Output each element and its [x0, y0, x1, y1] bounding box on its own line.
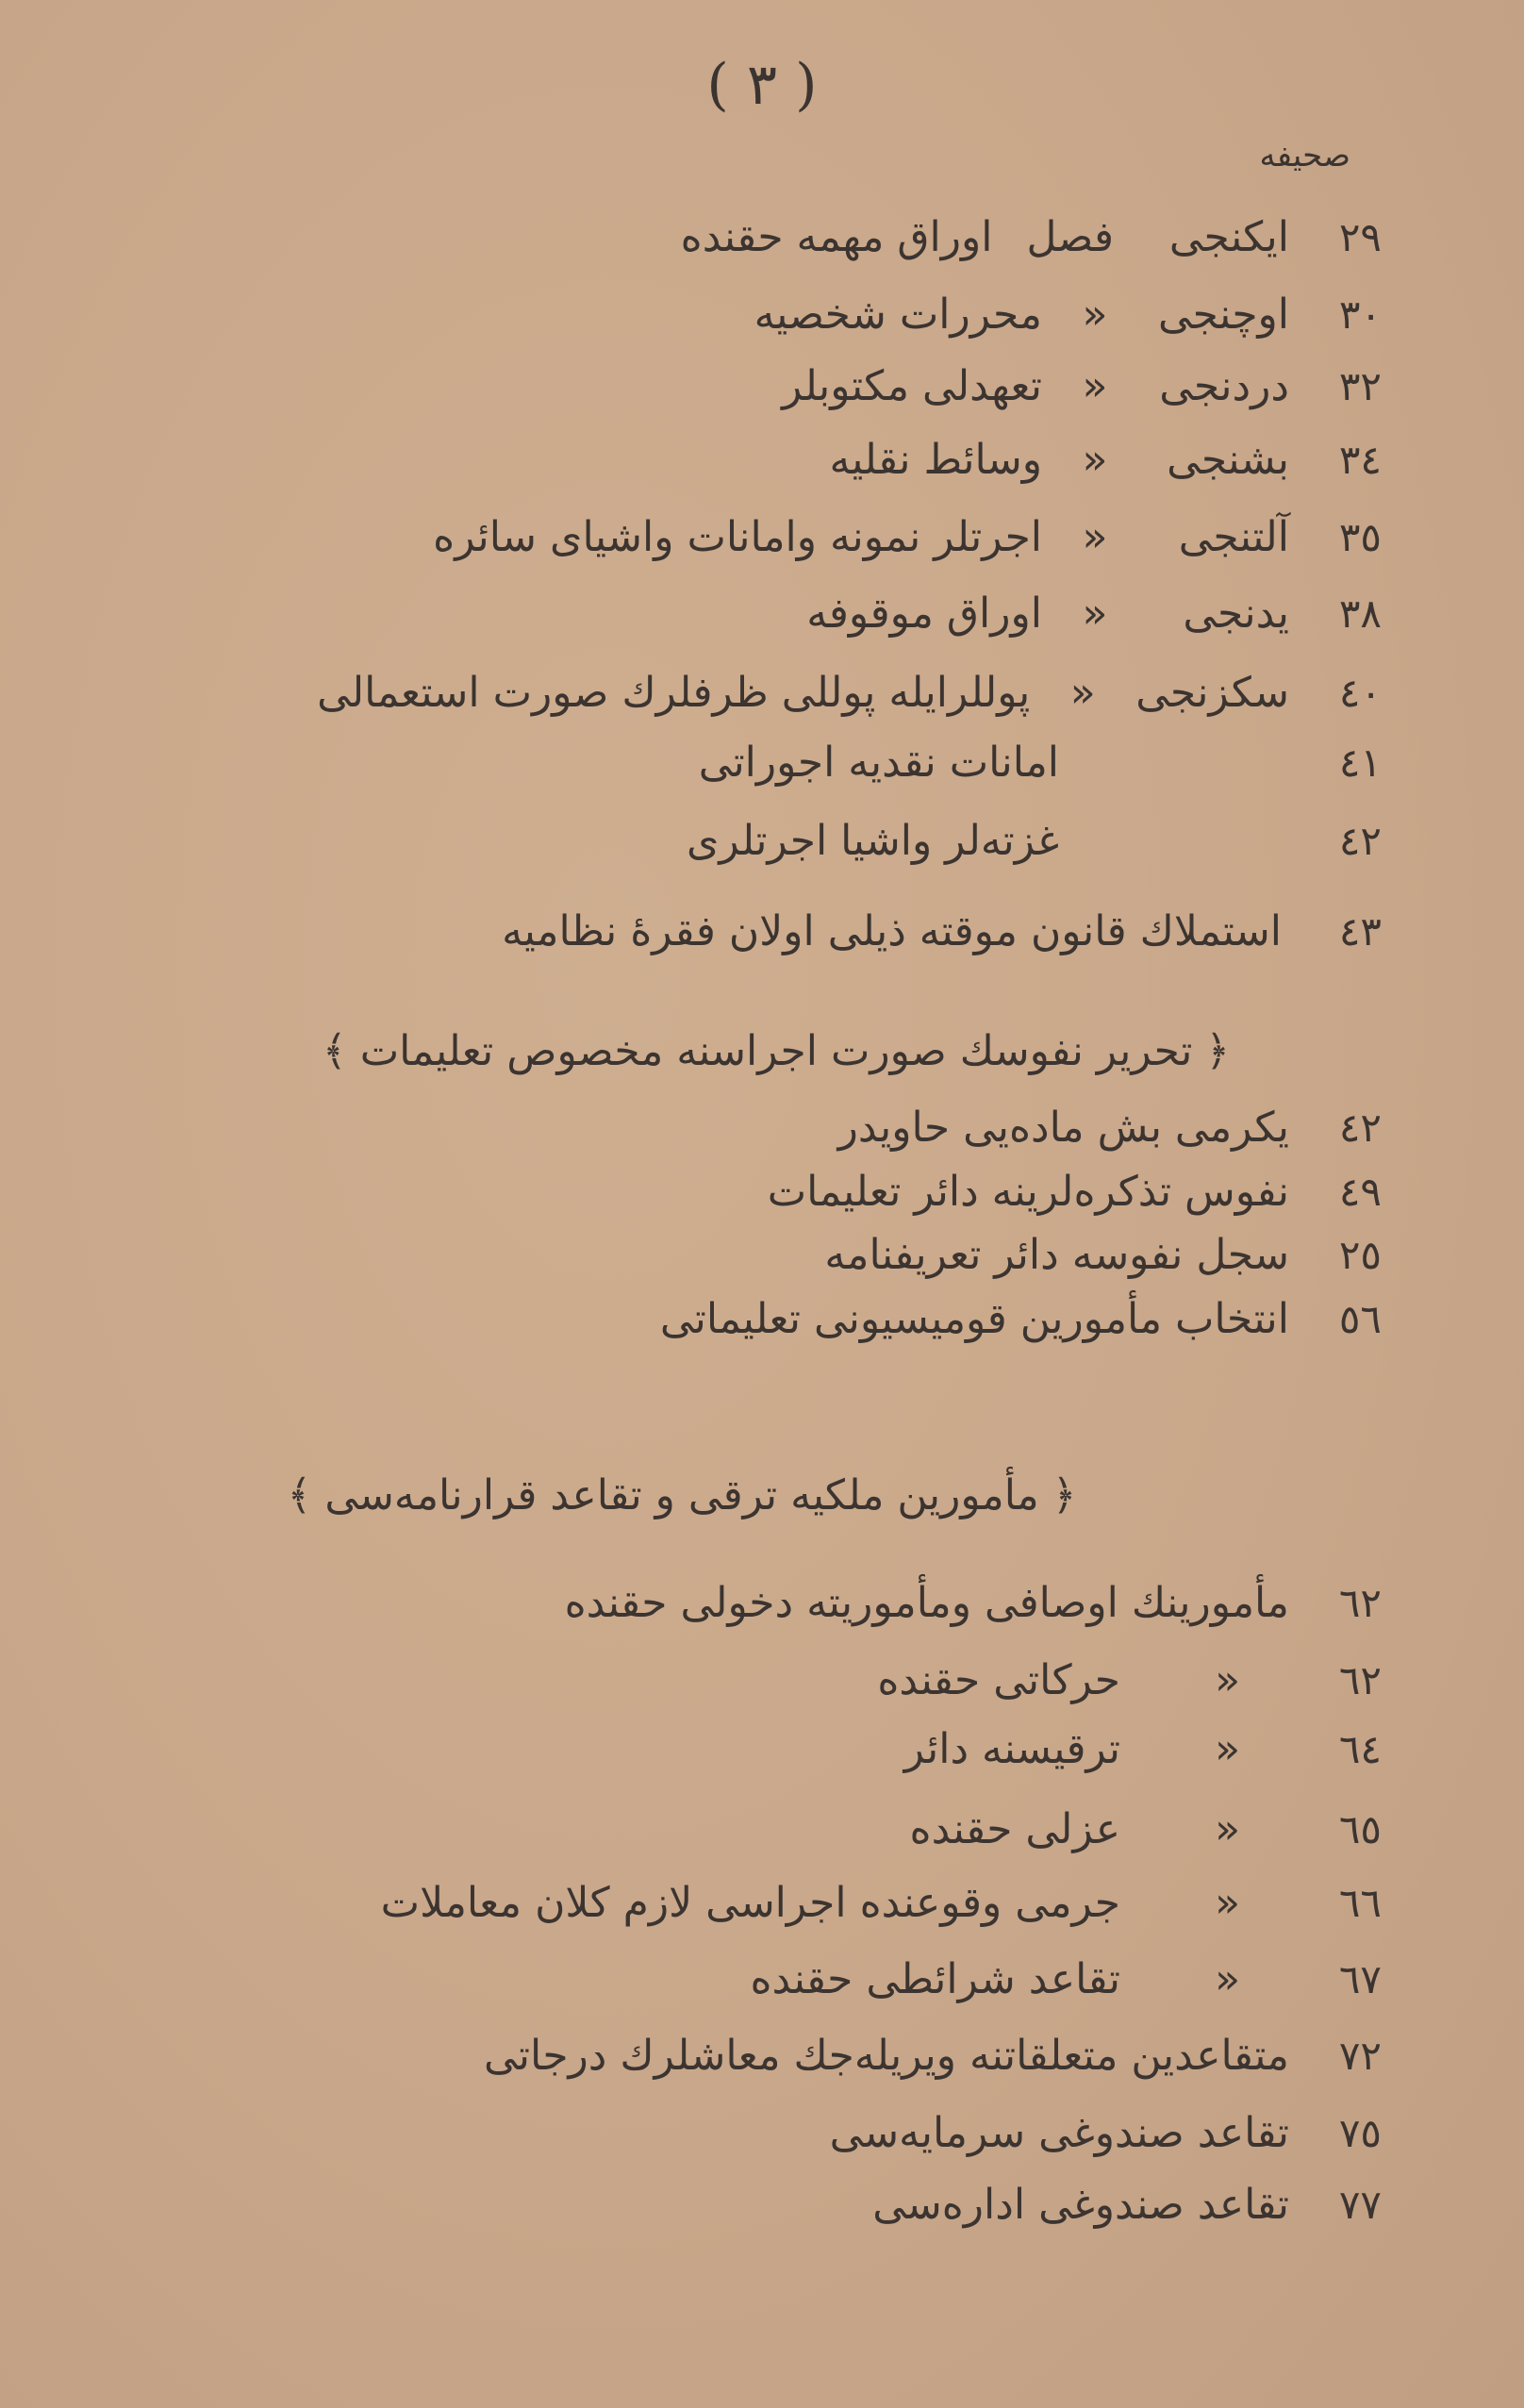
ditto-mark: « — [1215, 1805, 1240, 1853]
toc-page-number: ٧٥ — [1338, 2110, 1382, 2156]
toc-chapter-ordinal: اوچنجی — [1157, 291, 1289, 339]
toc-page-number: ٣٠ — [1338, 291, 1382, 338]
toc-page-number: ٤٠ — [1338, 670, 1382, 716]
toc-entry — [782, 358, 1289, 415]
page-number: ( ٣ ) — [706, 52, 818, 118]
toc-chapter-ordinal: ایکنجی — [1168, 213, 1289, 261]
toc-page-number: ٣٤ — [1338, 437, 1382, 483]
toc-chapter-ordinal: سکزنجی — [1135, 669, 1289, 717]
toc-page-number: ٦٥ — [1338, 1806, 1382, 1852]
ditto-mark: « — [1069, 669, 1096, 717]
toc-page-number: ٦٤ — [1338, 1726, 1382, 1772]
toc-entry-title: تقاعد صندوغی سرمایه‌سی — [829, 2109, 1289, 2157]
toc-page-number: ٤١ — [1338, 739, 1382, 786]
toc-entry-title: نفوس تذکره‌لرینه دائر تعلیمات — [767, 1168, 1289, 1216]
toc-entry-title: اوراق مهمه حقنده — [680, 213, 993, 261]
toc-entry — [433, 509, 1289, 566]
toc-entry-title: عزلی حقنده — [909, 1805, 1120, 1853]
toc-entry-title: پوللرایله پوللی ظرفلرك صورت استعمالی — [317, 669, 1031, 717]
ditto-mark: « — [1082, 362, 1108, 410]
ditto-mark: « — [1082, 513, 1108, 561]
toc-page-number: ٤٢ — [1338, 1104, 1382, 1151]
toc-entry — [806, 586, 1289, 642]
toc-entry-title: جرمی وقوعنده اجراسی لازم کلان معاملات — [380, 1879, 1120, 1927]
section-heading: ﴿ تحریر نفوسك صورت اجراسنه مخصوص تعلیمات ﴾ — [322, 1027, 1231, 1075]
toc-page-number: ٧٧ — [1338, 2182, 1382, 2228]
toc-entry — [754, 287, 1289, 343]
ditto-mark: « — [1082, 291, 1108, 339]
toc-page-number: ٦٢ — [1338, 1657, 1382, 1703]
ditto-mark: « — [1215, 1725, 1240, 1773]
toc-entry-title: انتخاب مأمورین قومیسیونی تعلیماتی — [659, 1295, 1289, 1343]
toc-page-number: ٤٩ — [1338, 1169, 1382, 1215]
toc-page-number: ٦٦ — [1338, 1880, 1382, 1926]
toc-entry-title: تقاعد شرائطی حقنده — [750, 1955, 1120, 2003]
section-heading: ﴿ مأمورین ملکیه ترقی و تقاعد قرارنامه‌سی ﴾ — [287, 1471, 1077, 1520]
toc-entry-title: غزته‌لر واشیا اجرتلری — [686, 817, 1059, 865]
toc-chapter-word: فصل — [1026, 213, 1114, 261]
toc-page-number: ٦٢ — [1338, 1580, 1382, 1626]
toc-entry-title: مأمورینك اوصافی ومأموریته دخولی حقنده — [564, 1579, 1289, 1627]
ditto-mark: « — [1082, 590, 1108, 638]
ditto-mark: « — [1215, 1879, 1240, 1927]
column-header: صحیفه — [1259, 137, 1350, 174]
toc-entry-title: حرکاتی حقنده — [877, 1656, 1120, 1704]
toc-page-number: ٢٥ — [1338, 1232, 1382, 1278]
toc-page-number: ٤٢ — [1338, 818, 1382, 864]
toc-entry-title: تعهدلی مکتوبلر — [782, 362, 1042, 410]
toc-page-number: ٧٢ — [1338, 2033, 1382, 2079]
toc-page-number: ٦٧ — [1338, 1956, 1382, 2002]
toc-page-number: ٣٢ — [1338, 363, 1382, 409]
toc-entry — [317, 665, 1289, 722]
toc-entry-title: متقاعدین متعلقاتنه ویریله‌جك معاشلرك درجاتی — [484, 2032, 1289, 2080]
ditto-mark: « — [1215, 1955, 1240, 2003]
toc-entry-title: تقاعد صندوغی اداره‌سی — [872, 2181, 1289, 2229]
toc-chapter-ordinal: یدنجی — [1183, 590, 1289, 638]
toc-entry-title: اوراق موقوفه — [806, 590, 1042, 638]
toc-chapter-ordinal: دردنجی — [1159, 362, 1289, 410]
ditto-mark: « — [1215, 1656, 1240, 1704]
toc-page-number: ٤٣ — [1338, 908, 1382, 955]
toc-entry-title: اجرتلر نمونه وامانات واشیای سائره — [433, 513, 1042, 561]
toc-chapter-ordinal: آلتنجی — [1178, 513, 1289, 561]
toc-page-number: ٣٥ — [1338, 514, 1382, 560]
toc-entry-title: سجل نفوسه دائر تعریفنامه — [824, 1231, 1289, 1279]
toc-entry-title: استملاك قانون موقته ذیلی اولان فقرهٔ نظامیه — [502, 907, 1282, 955]
toc-page-number: ٣٨ — [1338, 590, 1382, 637]
toc-page-number: ٢٩ — [1338, 214, 1382, 260]
toc-entry-title: ترقیسنه دائر — [903, 1725, 1120, 1773]
toc-entry-title: محررات شخصیه — [754, 291, 1042, 339]
toc-entry — [681, 209, 1289, 266]
ditto-mark: « — [1082, 436, 1108, 484]
toc-entry-title: یکرمی بش ماده‌یی حاویدر — [837, 1104, 1289, 1152]
toc-entry — [830, 432, 1289, 489]
toc-chapter-ordinal: بشنجی — [1167, 436, 1289, 484]
toc-entry-title: وسائط نقلیه — [829, 436, 1042, 484]
toc-page-number: ٥٦ — [1338, 1296, 1382, 1342]
toc-entry-title: امانات نقدیه اجوراتی — [698, 739, 1059, 787]
